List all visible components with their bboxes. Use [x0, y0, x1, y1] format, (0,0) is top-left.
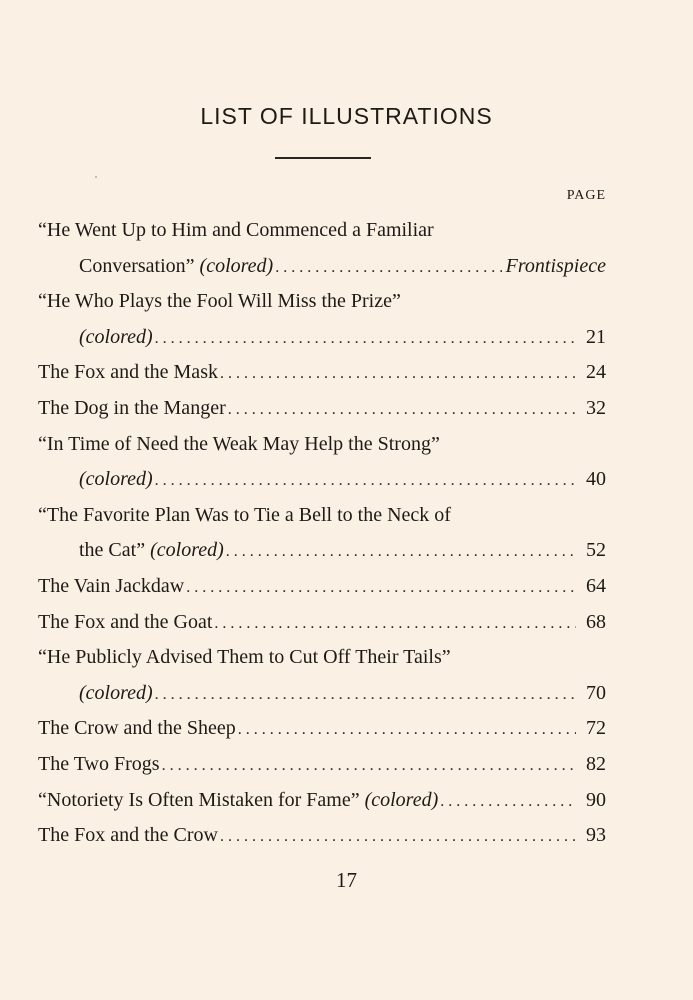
page-number: 21 [586, 325, 606, 348]
dot-leader [155, 676, 576, 713]
dot-leader [228, 391, 576, 428]
list-item [38, 569, 606, 605]
page-number: 68 [586, 610, 606, 633]
list-item [38, 747, 606, 783]
title-rule [275, 157, 371, 159]
page-title: LIST OF ILLUSTRATIONS [200, 103, 493, 129]
page-number: 70 [586, 681, 606, 704]
entry-title: The Dog in the Manger [38, 396, 226, 419]
entry-title-cont: the Cat” [79, 539, 146, 562]
page-number: 52 [586, 539, 606, 562]
list-item-continuation [38, 320, 606, 356]
page-number: 90 [586, 788, 606, 811]
entry-title: “He Went Up to Him and Commenced a Familiar [38, 219, 434, 241]
page-column-header: PAGE [566, 188, 606, 203]
colored-note: (colored) [79, 325, 153, 348]
dot-leader [214, 605, 576, 642]
entry-title: “In Time of Need the Weak May Help the Strong” [38, 432, 440, 455]
list-item [38, 213, 606, 249]
colored-note: (colored) [364, 788, 439, 811]
list-item-continuation [38, 249, 606, 285]
colored-note: (colored) [150, 539, 224, 562]
colored-note: (colored) [199, 254, 274, 277]
list-item-continuation [38, 533, 606, 569]
page-number: 64 [586, 574, 606, 597]
entry-title: The Fox and the Goat [38, 610, 213, 633]
entry-title: “He Publicly Advised Them to Cut Off Their Tails” [38, 646, 451, 669]
dot-leader [186, 569, 576, 606]
page-number: 32 [586, 396, 606, 419]
dot-leader [238, 711, 576, 748]
colored-note: (colored) [79, 468, 153, 491]
list-item [38, 427, 606, 463]
entry-title: The Fox and the Crow [38, 824, 218, 847]
page-number: 93 [586, 824, 606, 847]
page-number: 82 [586, 752, 606, 775]
dot-leader [220, 818, 576, 855]
colored-note: (colored) [79, 681, 153, 704]
list-item [38, 605, 606, 641]
list-item [38, 391, 606, 427]
dot-leader [155, 320, 576, 357]
entry-title: “Notoriety Is Often Mistaken for Fame” [38, 788, 360, 811]
entry-title: The Vain Jackdaw [38, 574, 185, 597]
page-number: Frontispiece [505, 254, 606, 277]
list-item [38, 640, 606, 676]
dot-leader [226, 533, 576, 570]
dot-leader [162, 747, 576, 784]
entry-title-cont: Conversation” [79, 254, 195, 277]
page-number: 72 [586, 717, 606, 740]
list-item-continuation [38, 462, 606, 498]
dot-leader [440, 783, 576, 820]
entry-title: The Fox and the Mask [38, 361, 218, 384]
list-item [38, 711, 606, 747]
dot-leader [275, 249, 501, 286]
paper-speck [95, 176, 97, 178]
dot-leader [155, 462, 576, 499]
illustration-list [38, 213, 606, 854]
list-item [38, 355, 606, 391]
page-number: 40 [586, 468, 606, 491]
page-folio: 17 [336, 868, 357, 892]
page-number: 24 [586, 361, 606, 384]
list-item-continuation [38, 676, 606, 712]
list-item [38, 783, 606, 819]
list-item [38, 818, 606, 854]
list-item [38, 498, 606, 534]
entry-title: “He Who Plays the Fool Will Miss the Prize” [38, 290, 401, 313]
dot-leader [220, 355, 576, 392]
entry-title: “The Favorite Plan Was to Tie a Bell to the Neck of [38, 503, 451, 526]
entry-title: The Two Frogs [38, 752, 160, 775]
list-item [38, 284, 606, 320]
entry-title: The Crow and the Sheep [38, 717, 236, 740]
